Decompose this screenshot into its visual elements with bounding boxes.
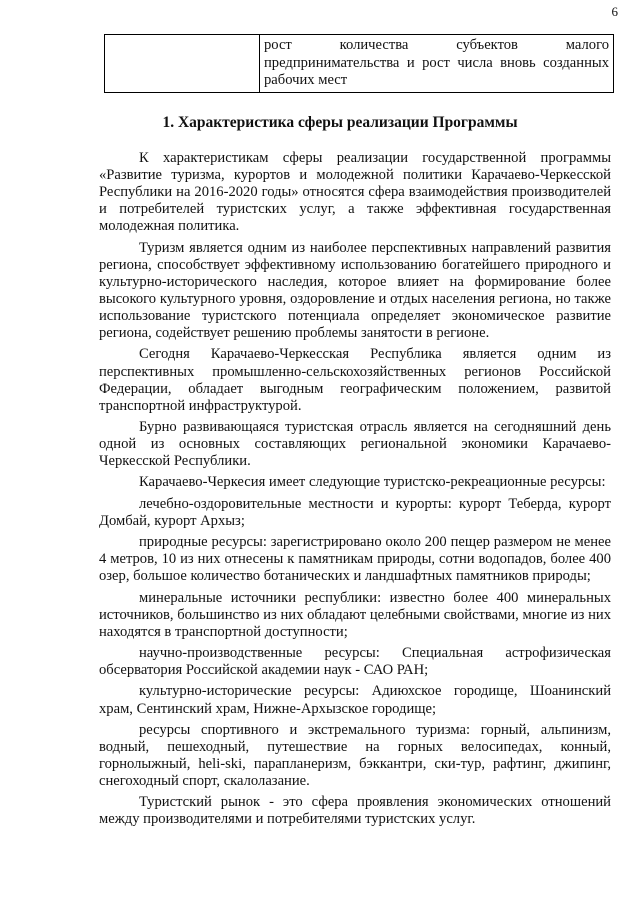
paragraph: Карачаево-Черкесия имеет следующие туристско-рекреационные ресурсы: — [139, 474, 606, 491]
paragraph: К характеристикам сферы реализации государственной программы «Развитие туризма, курортов и молодежной политики Карачаево-Черкесской Республики на 2016-2020 годы» относятся сфера взаимодействия производителей и потребителей туристских услуг, а также эффективная государственная молодежная политика. — [99, 150, 611, 235]
paragraph: Туризм является одним из наиболее перспективных направлений развития региона, способствует эффективному использованию богатейшего природного и культурно-исторического наследия, которое влияет на формирование более высокого культурного уровня, оздоровление и отдых населения региона, но также использование туристского потенциала определяет экономическое развитие региона, содействует решению проблемы занятости в регионе. — [99, 239, 611, 342]
table-cell-empty — [105, 35, 260, 93]
paragraph: научно-производственные ресурсы: Специальная астрофизическая обсерватория Российской академии наук - САО РАН; — [99, 645, 611, 679]
table-cell-text: рост количества субъектов малого предпринимательства и рост числа вновь созданных рабочих мест — [260, 35, 614, 93]
paragraph: природные ресурсы: зарегистрировано около 200 пещер размером не менее 4 метров, 10 из них отнесены к памятникам природы, сотни водопадов, более 400 озер, большое количество ботанических и ландшафтных памятников природы; — [99, 534, 611, 585]
paragraph: минеральные источники республики: известно более 400 минеральных источников, большинство из них обладают целебными свойствами, многие из них находятся в транспортной доступности; — [99, 589, 611, 640]
section-body — [99, 150, 611, 833]
paragraph: Туристский рынок - это сфера проявления экономических отношений между производителями и потребителями туристских услуг. — [99, 794, 611, 828]
page-number: 6 — [611, 4, 618, 19]
continuation-table — [104, 34, 614, 93]
paragraph: культурно-исторические ресурсы: Адиюхское городище, Шоанинский храм, Сентинский храм, Нижне-Архызское городище; — [99, 683, 611, 717]
table-row — [105, 35, 614, 93]
paragraph: лечебно-оздоровительные местности и курорты: курорт Теберда, курорт Домбай, курорт Архыз; — [99, 495, 611, 529]
paragraph: Сегодня Карачаево-Черкесская Республика является одним из перспективных промышленно-сельскохозяйственных регионов Российской Федерации, обладает выгодным географическим положением, развитой транспортной инфраструктурой. — [99, 346, 611, 414]
paragraph: ресурсы спортивного и экстремального туризма: горный, альпинизм, водный, пешеходный, путешествие на горных велосипедах, конный, горнолыжный, heli-ski, парапланеризм, бэккантри, ски-тур, рафтинг, джипинг, снегоходный спорт, скалолазание. — [99, 721, 611, 790]
paragraph: Бурно развивающаяся туристская отрасль является на сегодняшний день одной из основных составляющих региональной экономики Карачаево-Черкесской Республики. — [99, 418, 611, 470]
section-heading: 1. Характеристика сферы реализации Программы — [162, 114, 518, 131]
